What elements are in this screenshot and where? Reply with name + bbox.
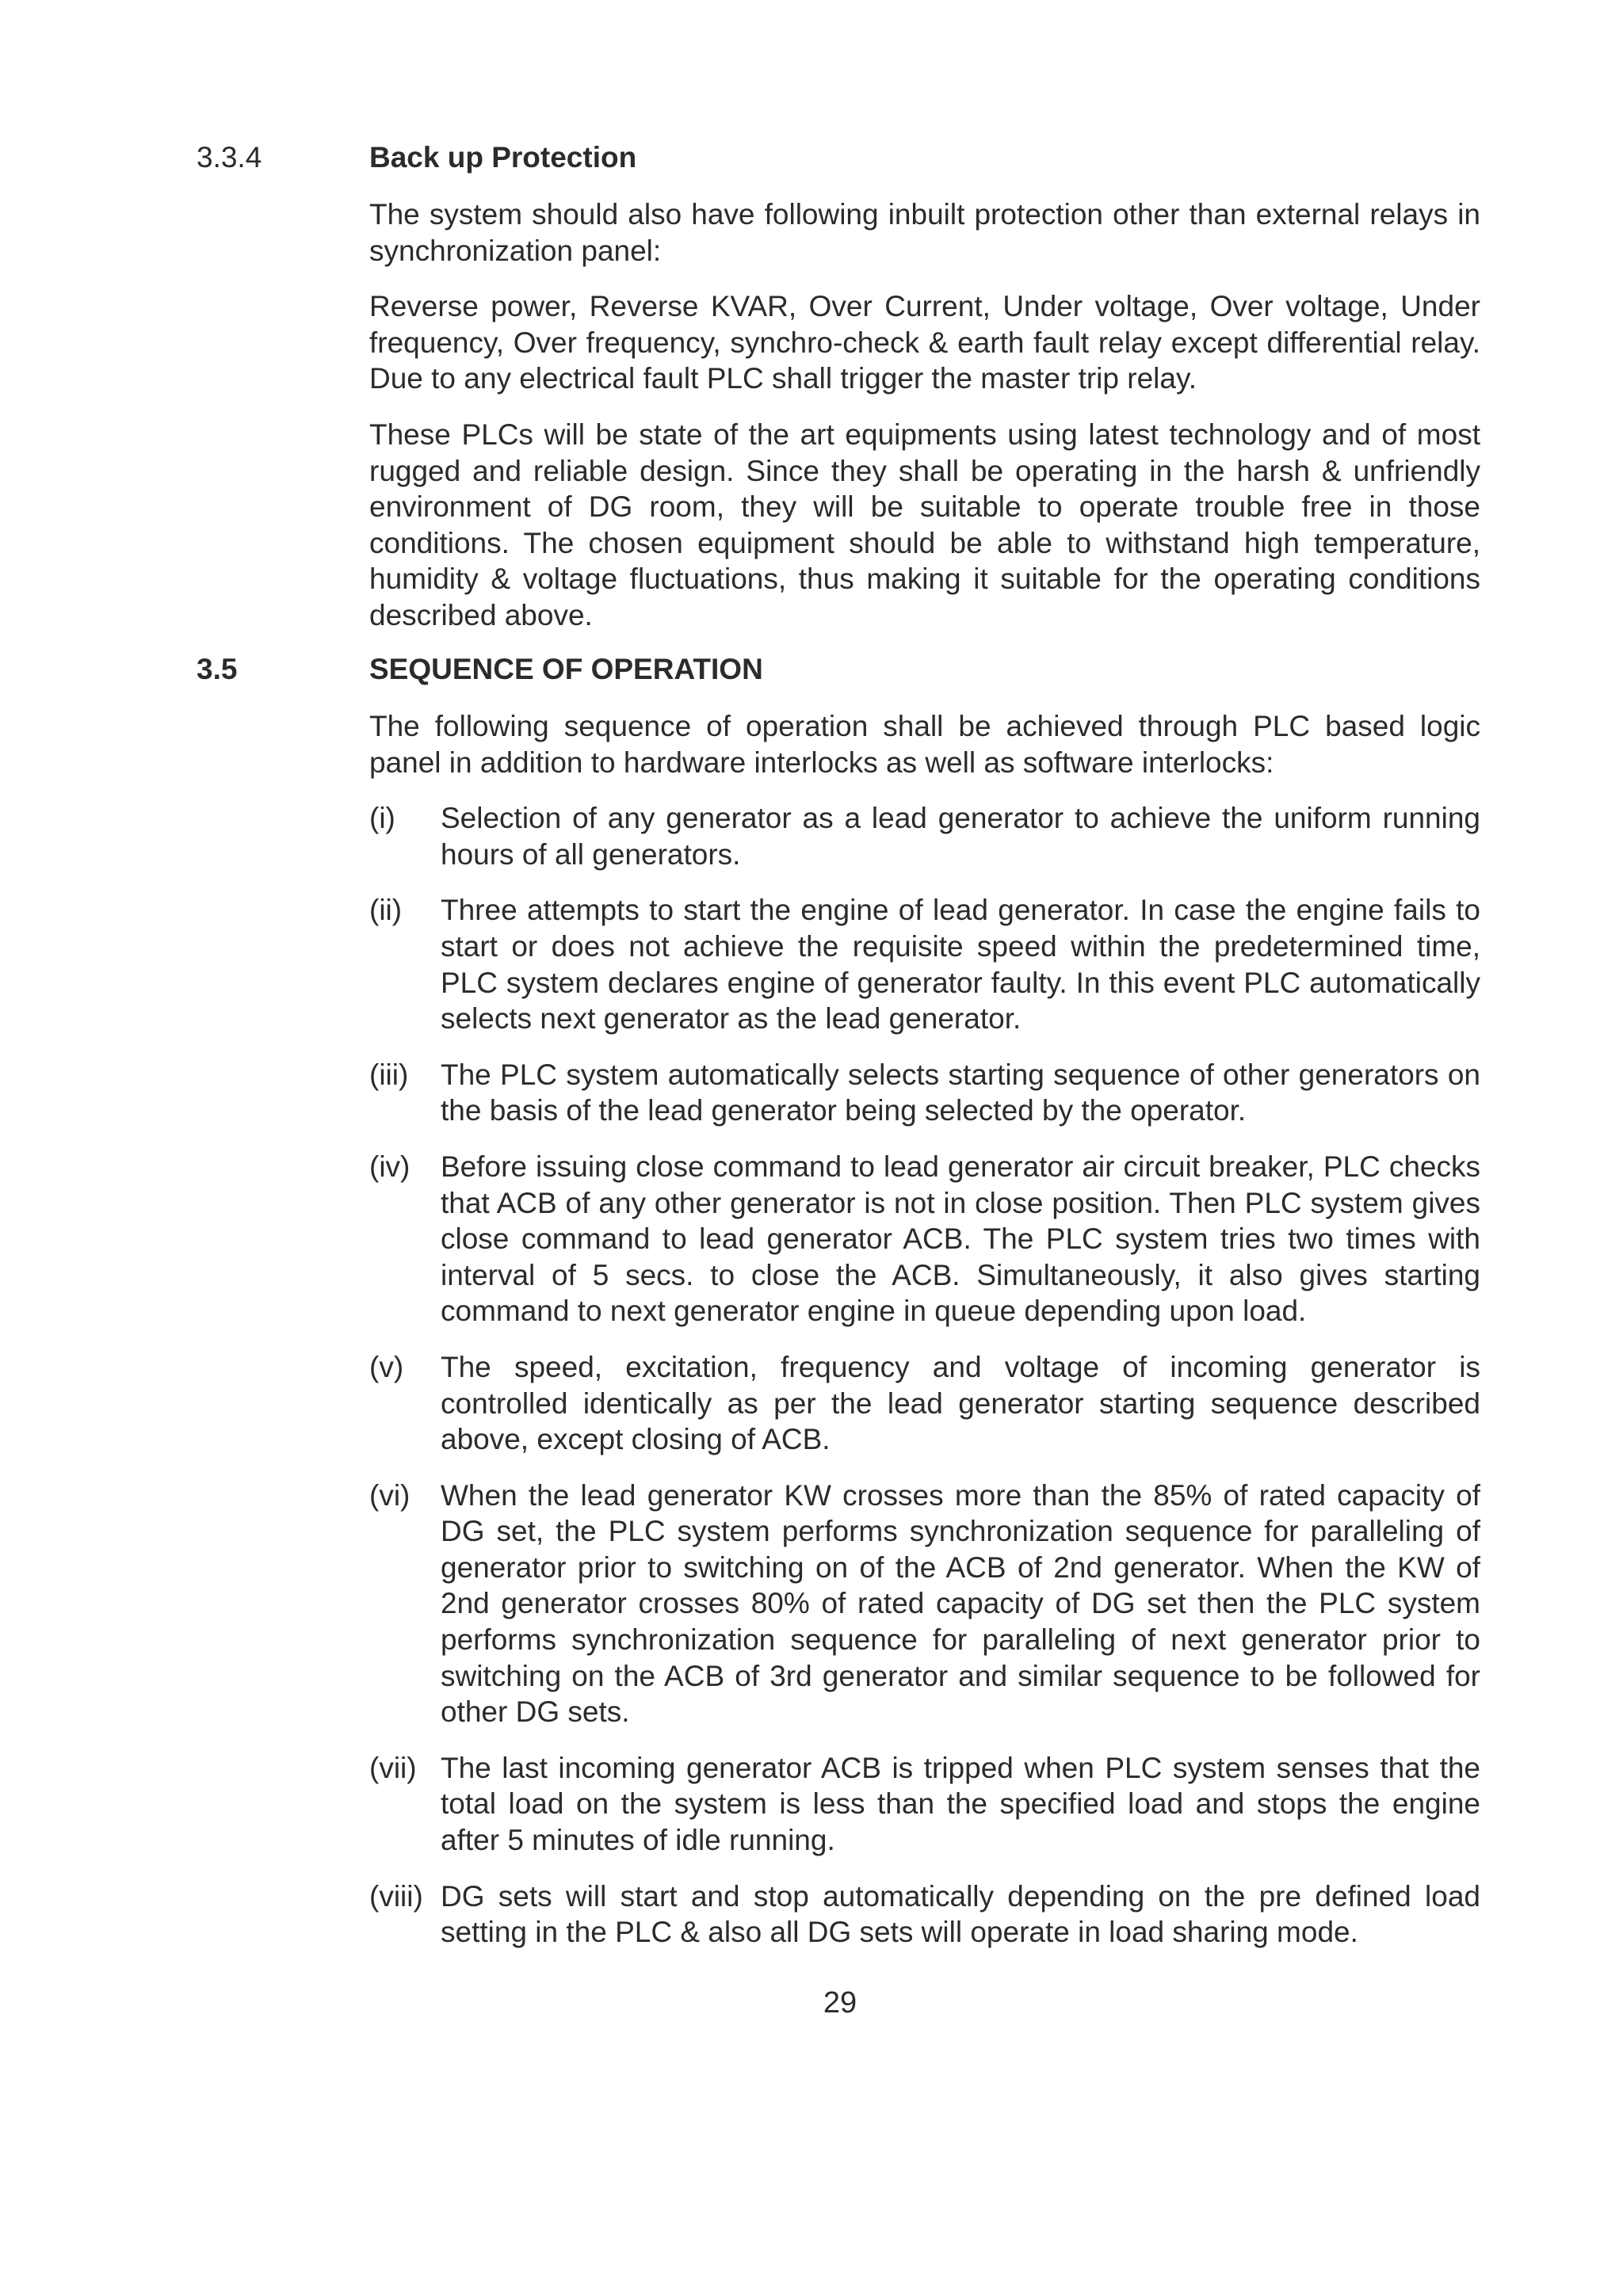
section-number: 3.5 <box>197 653 238 685</box>
section-number: 3.3.4 <box>197 141 262 174</box>
list-item-number: (vii) <box>369 1751 417 1784</box>
section-body <box>369 708 1480 1951</box>
section-body <box>369 196 1480 634</box>
list-item <box>369 1149 1480 1329</box>
list-item-number: (iv) <box>369 1150 411 1183</box>
section-backup-protection <box>197 139 1480 654</box>
section-heading <box>197 139 1480 179</box>
list-item-text: The PLC system automatically selects starting sequence of other generators on the basis of the lead generator being selected by the operator. <box>441 1058 1480 1127</box>
section-title: Back up Protection <box>369 141 637 174</box>
list-item-number: (ii) <box>369 894 403 927</box>
list-item <box>369 1750 1480 1859</box>
list-item-text: DG sets will start and stop automatically depending on the pre defined load setting in the PLC & also all DG sets will operate in load sharing mode. <box>441 1879 1480 1949</box>
list-item <box>369 1878 1480 1951</box>
list-item-number: (iii) <box>369 1058 409 1091</box>
section-title: SEQUENCE OF OPERATION <box>369 653 763 685</box>
list-item <box>369 800 1480 872</box>
paragraph: Reverse power, Reverse KVAR, Over Current, Under voltage, Over voltage, Under frequency, Over frequency, synchro-check & earth fault relay except differential relay. Due to any electrical fault PLC shall trigger the master trip relay. <box>369 290 1480 395</box>
list-item <box>369 892 1480 1036</box>
list-item-number: (vi) <box>369 1478 411 1512</box>
list-item-number: (i) <box>369 802 395 835</box>
section-sequence-of-operation <box>197 651 1480 1970</box>
intro-paragraph: The following sequence of operation shall be achieved through PLC based logic panel in addition to hardware interlocks as well as software interlocks: <box>369 710 1480 779</box>
page-number: 29 <box>823 1986 857 2019</box>
section-heading <box>197 651 1480 691</box>
list-item-text: Three attempts to start the engine of lead generator. In case the engine fails to start or does not achieve the requisite speed within the predetermined time, PLC system declares engine of generator faulty. In this event PLC automatically selects next generator as the lead generator. <box>441 894 1480 1035</box>
list-item-text: When the lead generator KW crosses more than the 85% of rated capacity of DG set, the PLC system performs synchronization sequence for paralleling of generator prior to switching on of the ACB of 2nd generator. When the KW of 2nd generator crosses 80% of rated capacity of DG set then the PLC system performs synchronization sequence for paralleling of next generator prior to switching on the ACB of 3rd generator and similar sequence to be followed for other DG sets. <box>441 1478 1480 1729</box>
sequence-list <box>369 800 1480 1951</box>
list-item-text: Before issuing close command to lead generator air circuit breaker, PLC checks that ACB of any other generator is not in close position. Then PLC system gives close command to lead generator ACB. The PLC system tries two times with interval of 5 secs. to close the ACB. Simultaneously, it also gives starting command to next generator engine in queue depending upon load. <box>441 1150 1480 1328</box>
list-item-number: (v) <box>369 1350 404 1383</box>
list-item-number: (viii) <box>369 1879 423 1913</box>
paragraph: These PLCs will be state of the art equipments using latest technology and of most rugged and reliable design. Since they shall be operating in the harsh & unfriendly environment of DG room, they will be suitable to operate trouble free in those conditions. The chosen equipment should be able to withstand high temperature, humidity & voltage fluctuations, thus making it suitable for the operating conditions described above. <box>369 418 1480 631</box>
list-item <box>369 1478 1480 1730</box>
paragraph: The system should also have following inbuilt protection other than external relays in synchronization panel: <box>369 198 1480 267</box>
list-item <box>369 1057 1480 1129</box>
list-item-text: Selection of any generator as a lead generator to achieve the uniform running hours of all generators. <box>441 802 1480 871</box>
list-item-text: The last incoming generator ACB is tripped when PLC system senses that the total load on the system is less than the specified load and stops the engine after 5 minutes of idle running. <box>441 1751 1480 1857</box>
list-item-text: The speed, excitation, frequency and voltage of incoming generator is controlled identically as per the lead generator starting sequence described above, except closing of ACB. <box>441 1350 1480 1456</box>
list-item <box>369 1349 1480 1458</box>
